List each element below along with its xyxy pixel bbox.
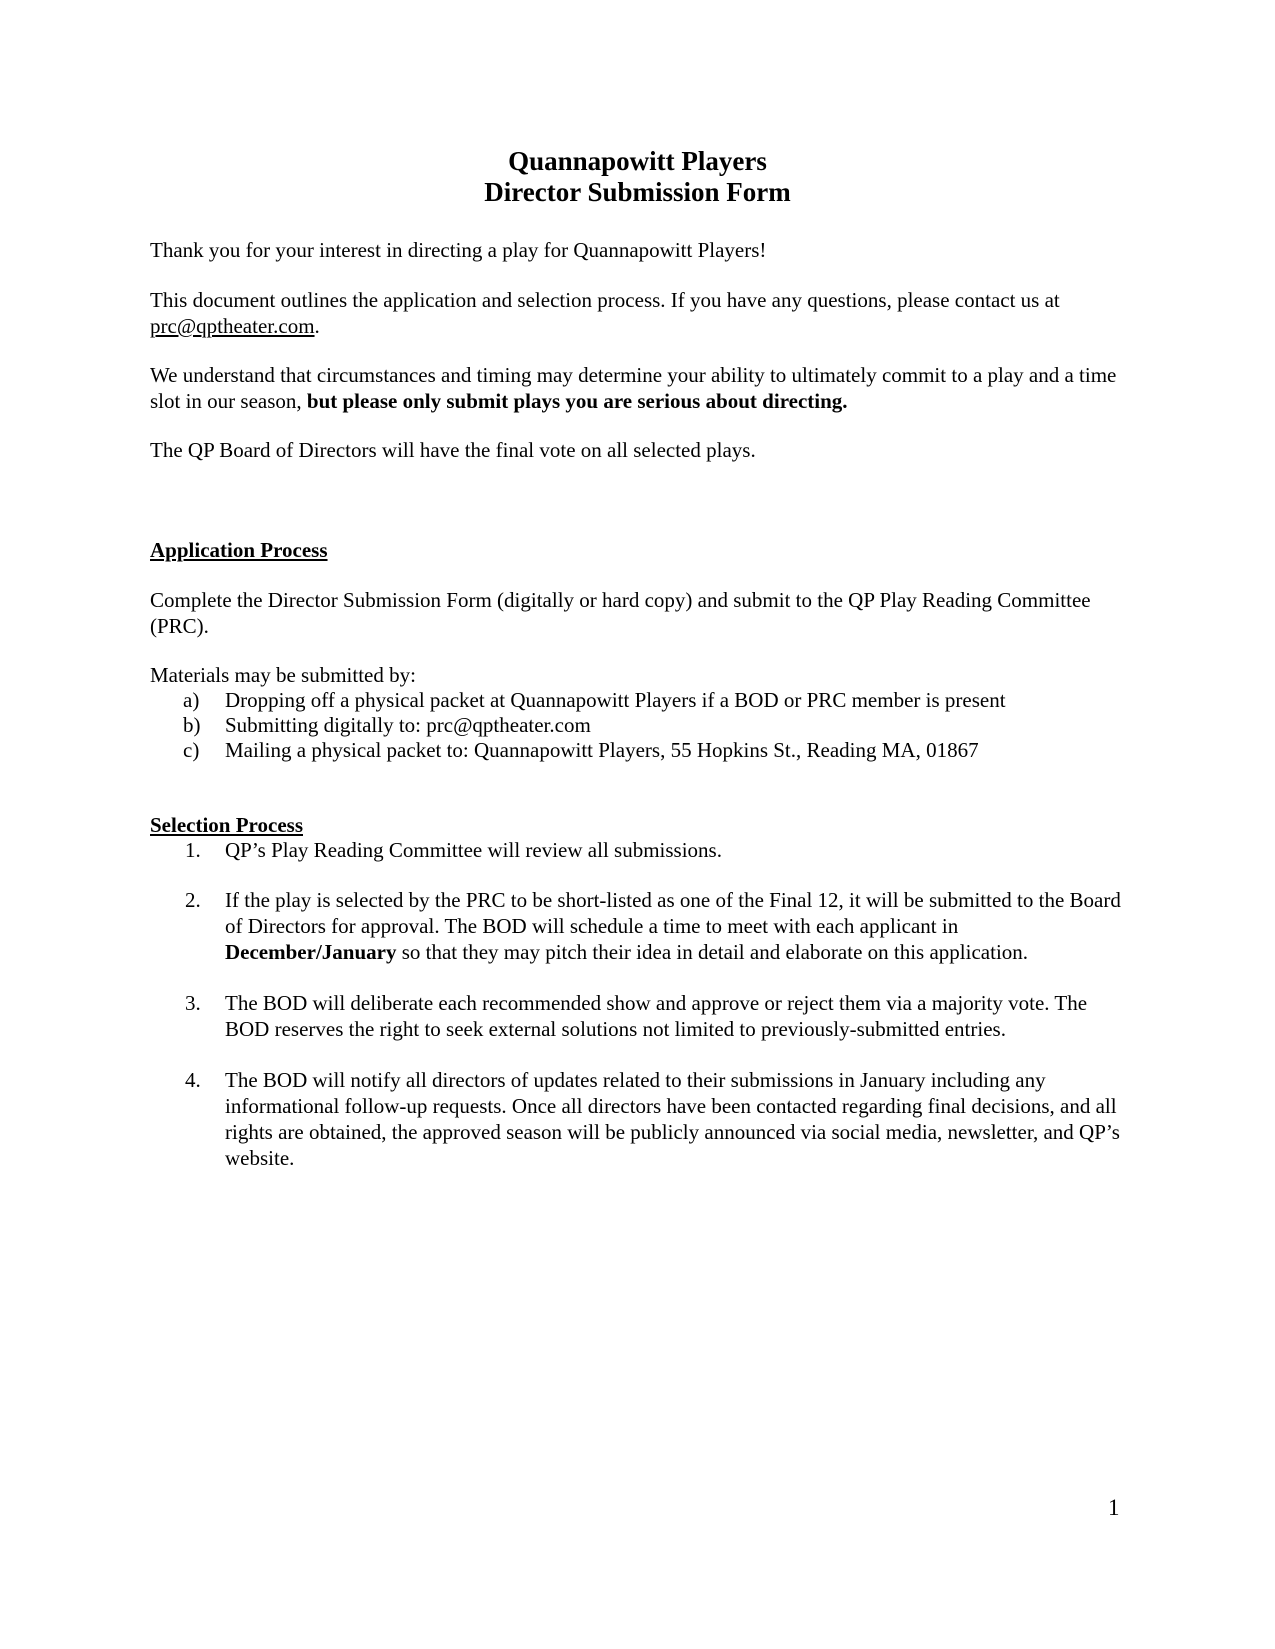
outline-end: . xyxy=(314,314,320,338)
step-2-text-b: so that they may pitch their idea in detail and elaborate on this application. xyxy=(396,940,1029,964)
document-title-line-1: Quannapowitt Players xyxy=(508,146,767,176)
document-title-line-2: Director Submission Form xyxy=(484,177,791,207)
list-item-text: The BOD will deliberate each recommended show and approve or reject them via a majority vote. The BOD reserves the right to seek external solutions not limited to previously-submitted entries. xyxy=(225,991,1088,1041)
selection-process-heading: Selection Process xyxy=(150,813,303,837)
list-item-text: The BOD will notify all directors of updates related to their submissions in January including any informational follow-up requests. Once all directors have been contacted regarding final decisions, and all rights are obtained, the approved season will be publicly announced via social media, newsletter, and QP’s website. xyxy=(225,1068,1120,1170)
list-item-text: Submitting digitally to: prc@qptheater.com xyxy=(225,713,591,737)
list-item-text: QP’s Play Reading Committee will review all submissions. xyxy=(225,838,722,862)
step-2-text-a: If the play is selected by the PRC to be short-listed as one of the Final 12, it will be submitted to the Board of Directors for approval. The BOD will schedule a time to meet with each applicant in xyxy=(225,888,1121,938)
list-item-text: Mailing a physical packet to: Quannapowitt Players, 55 Hopkins St., Reading MA, 01867 xyxy=(225,738,979,762)
circumstances-paragraph xyxy=(150,362,1130,414)
board-vote-paragraph: The QP Board of Directors will have the final vote on all selected plays. xyxy=(150,438,756,462)
list-marker: c) xyxy=(183,738,200,762)
list-marker: 1. xyxy=(185,838,201,862)
circumstances-text: We understand that circumstances and timing may determine your ability to ultimately commit to a play and a time slot in our season, xyxy=(150,363,1117,413)
outline-paragraph xyxy=(150,287,1130,339)
list-marker: 2. xyxy=(185,888,201,912)
list-marker: b) xyxy=(183,713,201,737)
application-process-heading: Application Process xyxy=(150,538,328,562)
list-marker: 4. xyxy=(185,1068,201,1092)
intro-paragraph: Thank you for your interest in directing a play for Quannapowitt Players! xyxy=(150,238,767,262)
list-item-text xyxy=(225,887,1130,965)
list-marker: a) xyxy=(183,688,200,712)
contact-email-link[interactable]: prc@qptheater.com xyxy=(150,314,315,338)
outline-text: This document outlines the application and selection process. If you have any questions, please contact us at xyxy=(150,288,1060,312)
materials-intro: Materials may be submitted by: xyxy=(150,663,416,687)
list-marker: 3. xyxy=(185,991,201,1015)
list-item-text: Dropping off a physical packet at Quannapowitt Players if a BOD or PRC member is present xyxy=(225,688,1006,712)
application-paragraph: Complete the Director Submission Form (digitally or hard copy) and submit to the QP Play Reading Committee (PRC). xyxy=(150,588,1091,638)
circumstances-bold: but please only submit plays you are serious about directing. xyxy=(306,389,848,413)
page-number: 1 xyxy=(1108,1495,1120,1520)
step-2-bold: December/January xyxy=(225,940,397,964)
